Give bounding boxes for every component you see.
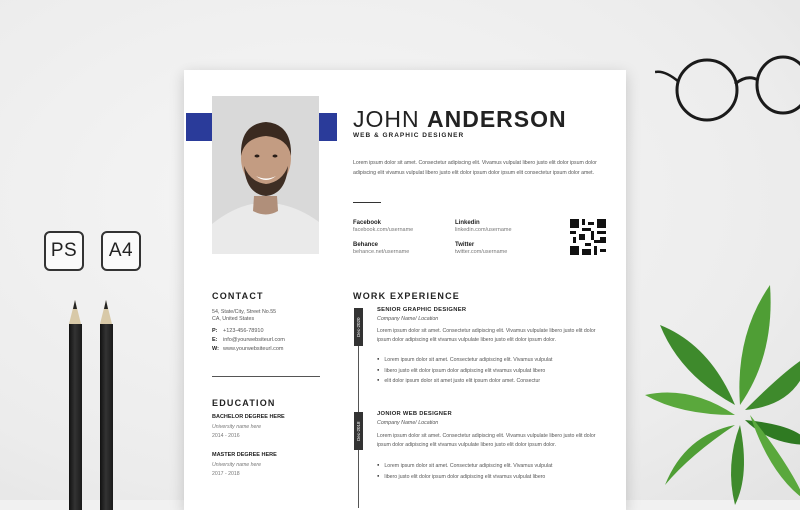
- divider: [212, 376, 320, 377]
- education-years: 2014 - 2016: [212, 433, 240, 439]
- resume-page: [184, 70, 626, 510]
- social-linkedin: [455, 220, 512, 233]
- experience-description: Lorem ipsum dolor sit amet. Consectetur adipiscing elit. Vivamus vulpulate libero justo elit dolor ipsum dolor adipiscing elit vivamus vulpulate libero justo elit dolor ipsum dolor.: [377, 328, 596, 343]
- web-label: W:: [212, 346, 219, 352]
- social-value: behance.net/username: [353, 249, 410, 255]
- experience-bullets: [377, 461, 605, 482]
- social-twitter: [455, 242, 507, 255]
- phone-label: P:: [212, 328, 218, 334]
- contact-web: [212, 346, 284, 352]
- experience-date: Dec-2020: [354, 308, 363, 346]
- divider: [353, 202, 381, 203]
- education-degree: MASTER DEGREE HERE: [212, 452, 277, 458]
- education-degree: BACHELOR DEGREE HERE: [212, 414, 285, 420]
- email-value: info@yourwebsiteurl.com: [223, 337, 285, 343]
- job-title: WEB & GRAPHIC DESIGNER: [353, 132, 465, 139]
- a4-badge: A4: [101, 231, 141, 271]
- web-value: www.yourwebsiteurl.com: [223, 346, 284, 352]
- portrait-photo: [212, 96, 319, 254]
- social-behance: [353, 242, 409, 255]
- experience-bullets: [377, 355, 605, 387]
- experience-description: Lorem ipsum dolor sit amet. Consectetur adipiscing elit. Vivamus vulpulate libero justo elit dolor ipsum dolor adipiscing elit vivamus vulpulate libero justo elit dolor ipsum dolor.: [377, 433, 596, 448]
- list-item: ● libero justo elit dolor ipsum dolor adipiscing elit vivamus vulpulat libero: [377, 472, 605, 483]
- contact-title: CONTACT: [212, 291, 264, 301]
- list-item: ● Lorem ipsum dolor sit amet. Consectetur adipiscing elit. Vivamus vulpulat: [377, 355, 605, 366]
- address-line-2: CA, United States: [212, 316, 255, 322]
- experience-title: WORK EXPERIENCE: [353, 291, 461, 301]
- experience-job-title: JONIOR WEB DESIGNER: [377, 411, 452, 417]
- contact-email: [212, 337, 285, 343]
- experience-job-title: SENIOR GRAPHIC DESIGNER: [377, 307, 467, 313]
- education-university: University name here: [212, 462, 262, 468]
- social-value: linkedin.com/username: [455, 227, 512, 233]
- education-years: 2017 - 2018: [212, 471, 240, 477]
- pencil-icon: [69, 300, 82, 510]
- social-title: Behance: [353, 242, 379, 248]
- experience-company: Company Name/ Location: [377, 316, 439, 322]
- experience-company: Company Name/ Location: [377, 420, 439, 426]
- social-title: Facebook: [353, 220, 382, 226]
- list-item: ● libero justo elit dolor ipsum dolor adipiscing elit vivamus vulpulat libero: [377, 366, 605, 377]
- education-title: EDUCATION: [212, 398, 276, 408]
- phone-value: +123-456-78910: [223, 328, 264, 334]
- list-item: ● elit dolor ipsum dolor sit amet justo elit ipsum dolor amet. Consectur: [377, 376, 605, 387]
- list-item: ● Lorem ipsum dolor sit amet. Consectetur adipiscing elit. Vivamus vulpulat: [377, 461, 605, 472]
- contact-phone: [212, 328, 264, 334]
- social-value: facebook.com/username: [353, 227, 414, 233]
- education-university: University name here: [212, 424, 262, 430]
- email-label: E:: [212, 337, 218, 343]
- experience-date: Dec-2018: [354, 412, 363, 450]
- pencil-icon: [100, 300, 113, 510]
- social-title: Twitter: [455, 242, 475, 248]
- intro-text: Lorem ipsum dolor sit amet. Consectetur adipiscing elit. Vivamus vulpulat libero justo elit dolor ipsum dolor adipiscing elit vivamus vulpulat libero justo elit dolor ipsum dolor ipsum elit consectetur ipsum dolor amet.: [353, 160, 597, 176]
- glasses-icon: [655, 40, 800, 130]
- last-name: ANDERSON: [427, 106, 567, 132]
- social-title: Linkedin: [455, 220, 480, 226]
- first-name: JOHN: [353, 106, 420, 132]
- social-facebook: [353, 220, 413, 233]
- qr-code-icon: [570, 219, 606, 255]
- plant-icon: [640, 285, 800, 505]
- address-line-1: 54, State/City, Street No.55: [212, 309, 277, 315]
- ps-badge: PS: [44, 231, 84, 271]
- social-value: twitter.com/username: [455, 249, 508, 255]
- resume-name: [353, 106, 567, 133]
